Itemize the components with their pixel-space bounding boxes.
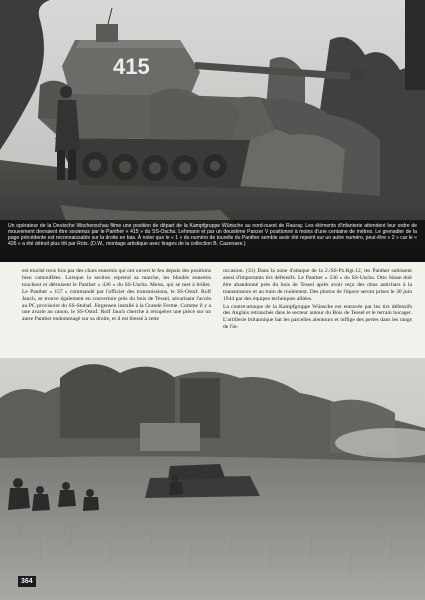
right-paragraph-2: La contre-attaque de la Kampfgruppe Wünsche est entravée par les tirs défensifs des Anglais retranchés dans le secteur autour du Bois de Tessel et le terrain bocager. L'artillerie britannique bat les parcelles alentours et inflige des pertes dans les rangs de l'in- [223, 303, 412, 331]
right-column [223, 268, 412, 356]
right-paragraph-1: occasion. (31) Dans la zone d'attaque de la 2./SS-Pz.Rgt.12, les Panther subissent aussi d'importants tirs défensifs. Le Panther « 236 » du SS-Uscha. Otto Süsse doit être abandonné près du bois de Tessel après avoir reçu des obus antichars à la transmission et au train de roulement. Des photos de l'épave seront prises le 30 juin 1944 par des équipes techniques alliées. [223, 268, 412, 302]
page-number: 364 [18, 576, 36, 587]
bottom-photograph [0, 358, 425, 600]
photo-caption: Un opérateur de la Deutsche Wochenschau filme une position de départ de la Kampfgruppe Wünsche au nord-ouest de Rauray. Les éléments d'infanterie attendent leur ordre de mouvement devraient être soutenus par le Panther « 415 » du SS-Oscha. Lehmann et par un deuxième Panzer V positionné à moins d'une centaine de mètres. Le grenadier de la page précédente est reconnaissable sur la droite en bas. À noter que le « 1 » du numéro de tourelle du Panther semble avoir été repeint sur un autre numéro, peut-être « 2 » car le « 426 » a été détruit plus tôt par Rots. (D.W., montage artistique avec tirages de la collection B. Cazenave.) [0, 220, 425, 262]
top-photograph [0, 0, 425, 262]
turret-number: 415 [113, 54, 150, 79]
left-paragraph: est touché trois fois par des chars ennemis qui ont ouvert le feu depuis des positions bien camouflées. Lorsque la section reprend sa marche, les blindés ennemis touchent et détruisent le Panther « 436 » du SS-Uscha. Meiss, qui se met à brûler. Le Panther « 157 » commandé par l'officier des transmissions, le SS-Ostuf. Rolf Jauch, se trouve également en couverture près du bois de Tessel, sécurisant l'accès au PC provisoire du SS-Stubaf. Jürgensen installé à la Grande Ferme. Comme il y a une avarie au canon, le SS-Ostuf. Rolf Jauch cherche à récupérer une pièce sur un autre Panther endommagé sur sa droite, et il est blessé à cette [22, 268, 211, 323]
body-text [22, 268, 412, 356]
field-infantry-photo [0, 358, 425, 600]
left-column [22, 268, 211, 356]
